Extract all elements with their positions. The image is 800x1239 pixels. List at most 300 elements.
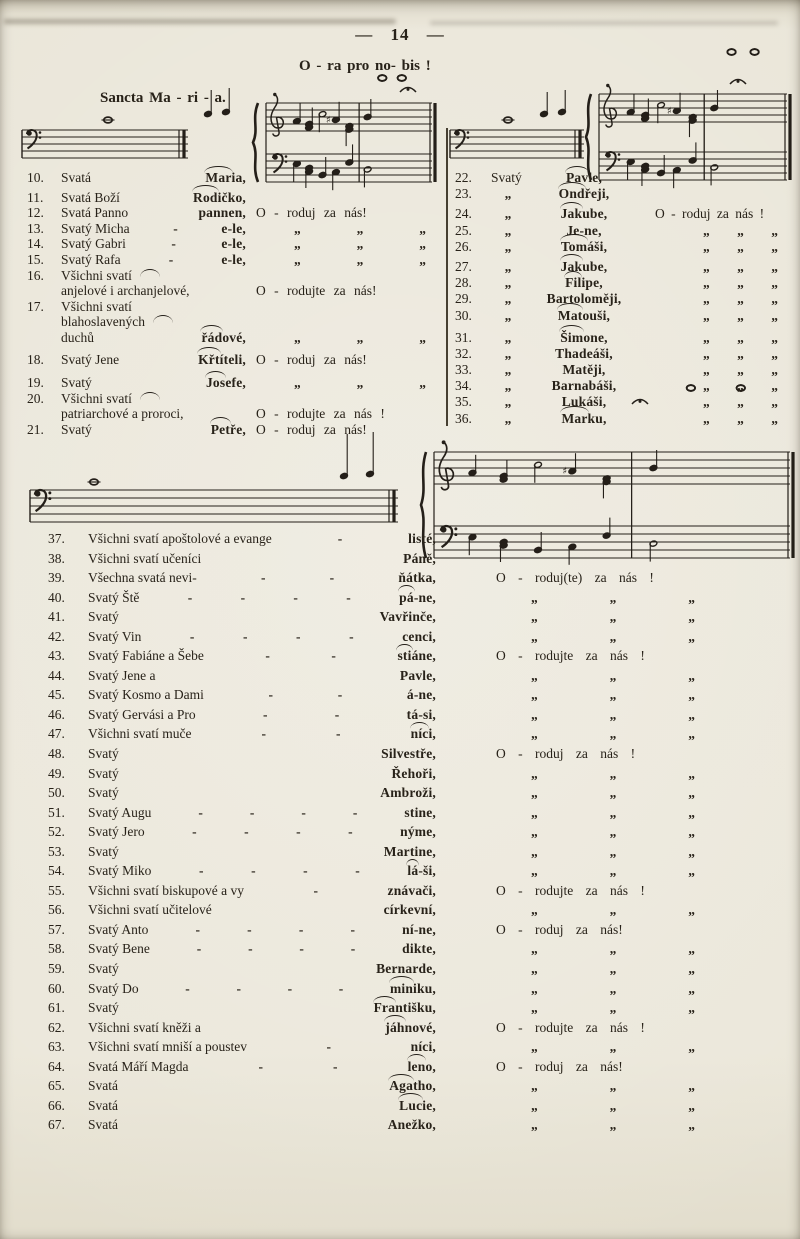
litany-row — [452, 346, 792, 362]
row-lead: Všichni svatí kněži a — [88, 1019, 201, 1035]
row-response — [436, 981, 790, 997]
row-number: 59. — [48, 961, 65, 977]
row-name-tail: Thadeáši, — [555, 345, 613, 361]
ditto-mark: „ — [688, 628, 695, 644]
row-name-tail: Lukáši, — [561, 394, 607, 410]
row-name — [61, 205, 246, 221]
svg-text:♯: ♯ — [562, 466, 568, 478]
litany-row — [36, 668, 790, 688]
hyphen-fill — [244, 883, 388, 899]
ditto-mark: „ — [703, 362, 710, 378]
row-name — [88, 609, 436, 625]
row-name — [88, 1039, 436, 1055]
row-number: 53. — [48, 843, 65, 859]
row-name — [491, 411, 643, 427]
ditto-mark: „ — [688, 1078, 695, 1094]
row-number: 18. — [27, 351, 44, 367]
ditto-mark: „ — [737, 410, 744, 426]
litany-row — [36, 609, 790, 629]
litany-row — [36, 531, 790, 551]
row-response: O - rodujte za nás ! — [496, 882, 645, 898]
melisma-arc — [140, 392, 160, 400]
row-response — [436, 766, 790, 782]
row-name-tail: církevní, — [383, 902, 436, 918]
hyphen-fill — [196, 707, 407, 723]
hyphen-fill — [151, 805, 404, 821]
row-name-tail: Petře, — [210, 421, 246, 437]
litany-row — [24, 422, 442, 438]
ditto-mark: „ — [531, 785, 538, 801]
row-name-tail: Tomáši, — [560, 238, 608, 254]
ditto-mark: „ — [504, 307, 512, 323]
row-number: 23. — [455, 186, 472, 202]
ditto-mark: „ — [771, 291, 778, 307]
row-name — [88, 902, 436, 918]
ditto-mark: „ — [703, 222, 710, 238]
ditto-mark: „ — [609, 687, 617, 703]
row-name-tail: miniku, — [389, 980, 436, 996]
ditto-mark: „ — [609, 706, 617, 722]
hyphen: - — [195, 921, 201, 937]
row-name-tail: Ambroži, — [380, 785, 436, 801]
litany-row — [36, 824, 790, 844]
hyphen-fill — [247, 1039, 411, 1055]
row-response — [436, 844, 790, 860]
row-name — [88, 648, 436, 664]
ditto-mark: „ — [609, 980, 617, 996]
row-name-tail: níci, — [410, 726, 436, 742]
row-lead: Svatý — [88, 843, 119, 859]
row-response — [643, 291, 792, 307]
row-name-tail: níci, — [410, 1039, 436, 1055]
litany-row — [452, 308, 792, 324]
row-response — [436, 609, 790, 625]
ditto-mark: „ — [688, 667, 695, 683]
hyphen: - — [189, 628, 195, 644]
row-name — [88, 726, 436, 742]
litany-row — [452, 206, 792, 222]
hyphen: - — [329, 570, 335, 586]
ditto-mark: „ — [688, 765, 695, 781]
ditto-mark: „ — [531, 902, 538, 918]
row-number: 34. — [455, 378, 472, 394]
row-number: 40. — [48, 589, 65, 605]
hyphen-fill — [272, 531, 408, 547]
litany-row — [36, 687, 790, 707]
row-name — [491, 308, 643, 324]
row-lead: Všichni svatí biskupové a vy — [88, 882, 244, 898]
row-name-tail: á-ne, — [406, 687, 436, 703]
litany-row — [24, 268, 442, 284]
ditto-mark: „ — [531, 941, 538, 957]
row-name-tail: Matěji, — [562, 362, 606, 378]
ditto-mark: „ — [703, 329, 710, 345]
ditto-mark: „ — [703, 258, 710, 274]
ditto-mark: „ — [737, 258, 744, 274]
melisma-arc: Mar — [561, 410, 588, 426]
litany-row — [24, 406, 442, 422]
row-number: 24. — [455, 206, 472, 222]
litany-row — [24, 205, 442, 221]
ditto-mark: „ — [609, 609, 617, 625]
hyphen: - — [198, 804, 203, 820]
row-number: 46. — [48, 706, 65, 722]
row-name — [88, 941, 436, 957]
ditto-mark: „ — [419, 251, 426, 267]
row-name — [88, 746, 436, 762]
hyphen: - — [236, 980, 241, 996]
row-lead: Všichni svatí učitelové — [88, 902, 212, 918]
row-lead: Svatý Vin — [88, 628, 142, 644]
hyphen-fill — [121, 252, 222, 268]
row-name-tail: Barnabáši, — [551, 378, 617, 394]
row-name — [88, 1059, 436, 1075]
row-response — [246, 236, 442, 252]
ditto-mark: „ — [703, 345, 710, 361]
row-response: O - roduj za nás! — [256, 351, 367, 367]
row-number: 22. — [455, 170, 472, 185]
row-name-tail: Ondřeji, — [558, 186, 610, 202]
row-name-tail: cenci, — [402, 628, 436, 644]
row-lead: anjelové i archanjelové, — [61, 283, 190, 299]
ditto-mark: „ — [737, 238, 744, 254]
row-name — [88, 785, 436, 801]
ditto-mark: „ — [609, 843, 617, 859]
row-name — [61, 190, 246, 206]
row-number: 42. — [48, 628, 65, 644]
row-number: 54. — [48, 863, 65, 879]
ditto-mark: „ — [771, 410, 778, 426]
melisma-arc: Šim — [560, 329, 584, 345]
row-number: 63. — [48, 1039, 65, 1055]
ditto-mark: „ — [703, 291, 710, 307]
row-lead: Svatý — [88, 765, 119, 781]
row-lead: Svatý Rafa — [61, 251, 121, 267]
row-name — [88, 922, 436, 938]
ditto-mark: „ — [504, 345, 512, 361]
ditto-mark: „ — [504, 362, 512, 378]
row-lead: Všichni svatí — [61, 298, 132, 314]
ditto-mark: „ — [419, 220, 426, 236]
melisma-arc: Ond — [558, 186, 585, 202]
ditto-mark: „ — [737, 275, 744, 291]
row-number: 20. — [27, 390, 44, 406]
row-lead: Svatý — [491, 170, 522, 185]
melisma-arc: Rod — [193, 189, 218, 205]
hyphen: - — [348, 824, 353, 840]
ditto-mark: „ — [688, 687, 695, 703]
melisma-arc: Pet — [210, 421, 231, 437]
ditto-mark: „ — [531, 609, 538, 625]
row-name — [88, 1020, 436, 1036]
hyphen: - — [334, 706, 340, 722]
melisma-arc: Pav — [565, 170, 589, 185]
litany-row — [24, 190, 442, 206]
row-name-tail: Řehoři, — [391, 765, 436, 781]
ditto-mark: „ — [531, 589, 538, 605]
litany-list-10-21 — [24, 170, 442, 438]
hyphen: - — [313, 882, 318, 898]
hyphen: - — [262, 706, 268, 722]
row-name — [61, 391, 246, 407]
row-number: 13. — [27, 220, 44, 236]
litany-row — [24, 236, 442, 252]
litany-row — [24, 283, 442, 299]
row-response — [436, 863, 790, 879]
litany-row — [24, 299, 442, 315]
row-name-tail: stine, — [404, 804, 436, 820]
row-response — [436, 629, 790, 645]
row-number: 65. — [48, 1078, 65, 1094]
row-name-tail: Pavle, — [399, 667, 436, 683]
row-number: 33. — [455, 362, 472, 378]
ditto-mark: „ — [531, 1117, 538, 1133]
litany-row — [452, 186, 792, 202]
ditto-mark: „ — [771, 345, 778, 361]
row-response — [436, 1000, 790, 1016]
row-number: 66. — [48, 1097, 65, 1113]
hyphen-fill — [188, 1059, 407, 1075]
litany-row — [36, 961, 790, 981]
ditto-mark: „ — [771, 378, 778, 394]
row-response — [643, 394, 792, 410]
ditto-mark: „ — [703, 307, 710, 323]
row-lead: Svatý Ště — [88, 589, 140, 605]
row-lead: Svatý Jene a — [88, 667, 156, 683]
row-response — [436, 1117, 790, 1133]
row-number: 67. — [48, 1117, 65, 1133]
melisma-arc: Mar — [205, 170, 232, 185]
row-number: 62. — [48, 1019, 65, 1035]
row-response — [436, 941, 790, 957]
ditto-mark: „ — [771, 238, 778, 254]
row-name-tail: Rodičko, — [193, 189, 246, 205]
hyphen: - — [337, 531, 343, 546]
ditto-mark: „ — [737, 329, 744, 345]
ditto-mark: „ — [609, 1000, 617, 1016]
row-response: O - rodujte za nás ! — [496, 648, 645, 664]
row-number: 35. — [455, 394, 472, 410]
row-name-tail: Pavle, — [565, 170, 603, 185]
melisma-arc: pá — [399, 589, 414, 605]
row-response — [436, 1039, 790, 1055]
hyphen: - — [173, 220, 178, 236]
ditto-mark: „ — [609, 1097, 617, 1113]
hyphen: - — [198, 863, 204, 879]
hyphen: - — [299, 941, 304, 957]
row-lead: Svatý Jero — [88, 824, 145, 840]
hyphen: - — [249, 804, 255, 820]
row-name — [88, 1117, 436, 1133]
row-name-tail: pannen, — [198, 205, 246, 221]
row-response — [436, 590, 790, 606]
hyphen-fill — [204, 648, 398, 664]
row-number: 51. — [48, 804, 65, 820]
row-name — [88, 1098, 436, 1114]
ditto-mark: „ — [703, 378, 710, 394]
row-number: 57. — [48, 921, 65, 937]
ditto-mark: „ — [531, 843, 538, 859]
hyphen: - — [326, 1039, 332, 1055]
row-number: 16. — [27, 267, 44, 283]
hyphen: - — [168, 251, 174, 267]
ditto-mark: „ — [688, 941, 695, 957]
litany-row — [24, 391, 442, 407]
ditto-mark: „ — [504, 410, 512, 426]
row-name — [491, 186, 643, 202]
ditto-mark: „ — [356, 375, 364, 391]
row-response — [436, 824, 790, 840]
ditto-mark: „ — [531, 824, 538, 840]
column-divider-rule — [446, 128, 448, 426]
ditto-mark: „ — [609, 667, 617, 683]
ditto-mark: „ — [419, 375, 426, 391]
ditto-mark: „ — [609, 726, 617, 742]
ditto-mark: „ — [504, 206, 512, 222]
row-number: 55. — [48, 882, 65, 898]
litany-row — [36, 922, 790, 942]
row-lead: duchů — [61, 329, 94, 345]
hyphen: - — [242, 628, 248, 644]
litany-row — [36, 629, 790, 649]
row-name-tail: nýme, — [400, 824, 436, 840]
row-name — [61, 236, 246, 252]
ditto-mark: „ — [688, 1097, 695, 1113]
litany-row — [36, 648, 790, 668]
hyphen-fill — [141, 629, 402, 645]
row-name — [88, 1078, 436, 1094]
litany-list-22-36 — [452, 170, 792, 427]
ditto-mark: „ — [419, 236, 426, 252]
row-response — [436, 1098, 790, 1114]
row-response — [246, 252, 442, 268]
row-name-tail: ňátka, — [398, 570, 436, 586]
row-name-tail: Františku, — [373, 1000, 436, 1016]
row-response — [643, 346, 792, 362]
row-lead: Všichni svatí muče — [88, 726, 192, 742]
litany-row — [36, 551, 790, 571]
row-name-tail: stiáne, — [397, 648, 436, 664]
ditto-mark: „ — [609, 765, 617, 781]
litany-row — [452, 362, 792, 378]
ditto-mark: „ — [609, 902, 617, 918]
litany-row — [36, 1000, 790, 1020]
row-number: 52. — [48, 824, 65, 840]
row-name-tail: pá-ne, — [399, 589, 436, 605]
row-number: 48. — [48, 746, 65, 762]
row-number: 37. — [48, 531, 65, 546]
hyphen-fill — [204, 687, 407, 703]
row-name — [491, 362, 643, 378]
hyphen: - — [244, 824, 249, 840]
row-lead: Svatý — [88, 609, 119, 625]
row-name-tail: Matouši, — [557, 307, 611, 323]
row-lead: Svatý Gabri — [61, 236, 126, 252]
bass-staff-top-left — [20, 84, 232, 172]
ditto-mark: „ — [688, 824, 695, 840]
row-lead: Svatá — [88, 1117, 118, 1133]
row-name-tail: Josefe, — [205, 375, 246, 391]
row-response — [643, 330, 792, 346]
ditto-mark: „ — [609, 785, 617, 801]
row-response: O - rodujte za nás ! — [256, 406, 385, 422]
hyphen-fill — [126, 236, 222, 252]
hyphen: - — [301, 804, 306, 820]
row-name — [61, 422, 246, 438]
row-name — [88, 961, 436, 977]
ditto-mark: „ — [688, 863, 695, 879]
row-name-tail: tá-si, — [406, 706, 436, 722]
ditto-mark: „ — [688, 804, 695, 820]
row-response — [436, 805, 790, 821]
ditto-mark: „ — [504, 258, 512, 274]
row-response — [436, 726, 790, 742]
row-lead: Svatý — [61, 375, 92, 391]
ditto-mark: „ — [531, 980, 538, 996]
ditto-mark: „ — [688, 1117, 695, 1133]
row-lead: Svatý Jene — [61, 351, 120, 367]
ditto-mark: „ — [609, 1039, 617, 1055]
row-response — [436, 687, 790, 703]
row-name-tail: Silvestře, — [381, 746, 436, 762]
row-response: O - roduj za nás! — [256, 421, 367, 437]
row-lead: Všichni svatí apoštolové a evange — [88, 531, 272, 546]
row-name — [88, 590, 436, 606]
row-lead: Svatý Gervási a Pro — [88, 706, 196, 722]
row-name-tail: Bernarde, — [376, 961, 436, 977]
ditto-mark: „ — [504, 275, 512, 291]
hyphen: - — [352, 804, 358, 820]
ditto-mark: „ — [688, 980, 695, 996]
melisma-arc: Fra — [373, 1000, 396, 1016]
row-name — [61, 170, 246, 186]
litany-row — [36, 863, 790, 883]
row-number: 50. — [48, 785, 65, 801]
row-lead: Svatá — [88, 1078, 118, 1094]
litany-row — [24, 330, 442, 346]
ditto-mark: „ — [531, 726, 538, 742]
row-number: 25. — [455, 222, 472, 238]
ditto-mark: „ — [737, 307, 744, 323]
litany-row — [452, 394, 792, 410]
ditto-mark: „ — [737, 378, 744, 394]
litany-row — [452, 239, 792, 255]
litany-row — [36, 805, 790, 825]
litany-row — [452, 378, 792, 394]
row-lead: Svatý — [61, 421, 92, 437]
melisma-arc: Jak — [560, 258, 583, 274]
row-lead: Svatý Miko — [88, 863, 152, 879]
row-response — [436, 785, 790, 801]
hyphen-fill — [151, 863, 407, 879]
scan-artifact — [4, 19, 396, 24]
row-name — [61, 252, 246, 268]
melisma-arc: Jos — [205, 375, 226, 391]
row-lead: Svatý Fabiáne a Šebe — [88, 648, 204, 664]
row-response — [246, 375, 442, 391]
ditto-mark: „ — [703, 238, 710, 254]
ditto-mark: „ — [356, 236, 364, 252]
hyphen: - — [298, 921, 304, 937]
row-number: 64. — [48, 1058, 65, 1074]
hyphen: - — [171, 236, 176, 252]
melisma-arc: Luc — [399, 1097, 423, 1113]
ditto-mark: „ — [504, 394, 512, 410]
ditto-mark: „ — [531, 687, 538, 703]
row-name-tail: Bartoloměji, — [546, 291, 622, 307]
melisma-arc: níc — [410, 726, 429, 742]
row-lead: Všichni svatí — [61, 390, 132, 406]
